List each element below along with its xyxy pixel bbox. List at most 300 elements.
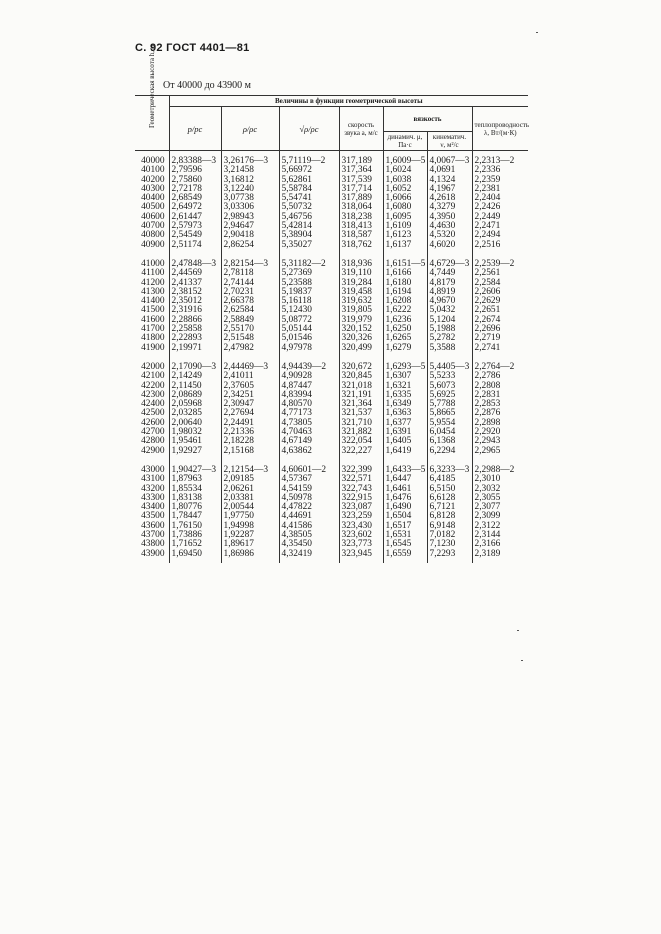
cell-kin: 5,2782 bbox=[427, 334, 472, 343]
cell-rho: 2,55170 bbox=[221, 325, 279, 334]
cell-therm: 2,2584 bbox=[472, 279, 528, 288]
cell-kin: 6,6128 bbox=[427, 494, 472, 503]
cell-kin: 4,4630 bbox=[427, 222, 472, 231]
cell-sound: 321,364 bbox=[339, 400, 383, 409]
cell-altitude: 41100 bbox=[141, 268, 165, 279]
cell-altitude: 42600 bbox=[141, 417, 165, 428]
cell-p: 1,71652 bbox=[169, 540, 221, 549]
cell-sound: 317,889 bbox=[339, 194, 383, 203]
cell-sqrt: 4,54159 bbox=[279, 485, 339, 494]
cell-altitude: 43700 bbox=[141, 529, 165, 540]
cell-p: 2,57973 bbox=[169, 222, 221, 231]
cell-sound: 322,915 bbox=[339, 494, 383, 503]
cell-altitude: 43400 bbox=[141, 502, 165, 513]
cell-rho: 2,66378 bbox=[221, 297, 279, 306]
cell-therm: 2,2606 bbox=[472, 288, 528, 297]
cell-dyn: 1,6222 bbox=[383, 306, 427, 315]
col-p-header: p/pс bbox=[169, 107, 221, 151]
table-row bbox=[135, 460, 528, 475]
cell-therm: 2,3055 bbox=[472, 494, 528, 503]
cell-dyn: 1,6293—5 bbox=[383, 357, 427, 372]
cell-altitude: 42500 bbox=[141, 408, 165, 419]
cell-sound: 321,537 bbox=[339, 409, 383, 418]
table-group-2 bbox=[135, 254, 528, 357]
cell-dyn: 1,6208 bbox=[383, 297, 427, 306]
cell-sqrt: 5,23588 bbox=[279, 279, 339, 288]
cell-dyn: 1,6559 bbox=[383, 550, 427, 563]
cell-dyn: 1,6476 bbox=[383, 494, 427, 503]
cell-therm: 2,3099 bbox=[472, 512, 528, 521]
cell-dyn: 1,6066 bbox=[383, 194, 427, 203]
cell-rho: 2,27694 bbox=[221, 409, 279, 418]
cell-sqrt: 4,57367 bbox=[279, 475, 339, 484]
cell-sound: 317,539 bbox=[339, 176, 383, 185]
cell-rho: 1,89617 bbox=[221, 540, 279, 549]
cell-therm: 2,3189 bbox=[472, 550, 528, 563]
cell-therm: 2,2471 bbox=[472, 222, 528, 231]
cell-kin: 5,1988 bbox=[427, 325, 472, 334]
cell-p: 2,47848—3 bbox=[169, 254, 221, 269]
cell-altitude: 41000 bbox=[141, 258, 165, 269]
cell-altitude: 40700 bbox=[141, 221, 165, 232]
cell-p: 2,22893 bbox=[169, 334, 221, 343]
cell-altitude: 41300 bbox=[141, 286, 165, 297]
cell-altitude: 43900 bbox=[141, 548, 165, 559]
cell-altitude: 43500 bbox=[141, 511, 165, 522]
cell-dyn: 1,6531 bbox=[383, 531, 427, 540]
cell-sound: 321,191 bbox=[339, 391, 383, 400]
cell-p: 2,75860 bbox=[169, 176, 221, 185]
cell-sqrt: 5,12430 bbox=[279, 306, 339, 315]
cell-dyn: 1,6490 bbox=[383, 503, 427, 512]
cell-sound: 322,571 bbox=[339, 475, 383, 484]
cell-p: 2,72178 bbox=[169, 185, 221, 194]
cell-dyn: 1,6321 bbox=[383, 382, 427, 391]
cell-sound: 319,458 bbox=[339, 288, 383, 297]
cell-dyn: 1,6166 bbox=[383, 269, 427, 278]
cell-kin: 5,5233 bbox=[427, 372, 472, 381]
cell-dyn: 1,6109 bbox=[383, 222, 427, 231]
cell-therm: 2,2853 bbox=[472, 400, 528, 409]
cell-altitude: 43000 bbox=[141, 464, 165, 475]
cell-p: 1,78447 bbox=[169, 512, 221, 521]
cell-dyn: 1,6363 bbox=[383, 409, 427, 418]
cell-sound: 321,710 bbox=[339, 419, 383, 428]
cell-p: 1,73886 bbox=[169, 531, 221, 540]
cell-kin: 7,0182 bbox=[427, 531, 472, 540]
cell-sound: 317,714 bbox=[339, 185, 383, 194]
cell-rho: 1,94998 bbox=[221, 522, 279, 531]
cell-sound: 318,064 bbox=[339, 203, 383, 212]
cell-sqrt: 5,08772 bbox=[279, 316, 339, 325]
cell-dyn: 1,6307 bbox=[383, 372, 427, 381]
cell-sound: 318,762 bbox=[339, 241, 383, 254]
cell-rho: 2,21336 bbox=[221, 428, 279, 437]
cell-dyn: 1,6405 bbox=[383, 437, 427, 446]
cell-kin: 7,2293 bbox=[427, 550, 472, 563]
cell-therm: 2,2808 bbox=[472, 382, 528, 391]
cell-dyn: 1,6447 bbox=[383, 475, 427, 484]
cell-sqrt: 4,35450 bbox=[279, 540, 339, 549]
cell-sound: 319,632 bbox=[339, 297, 383, 306]
cell-rho: 2,24491 bbox=[221, 419, 279, 428]
cell-sqrt: 5,50732 bbox=[279, 203, 339, 212]
cell-altitude: 43100 bbox=[141, 474, 165, 485]
cell-sqrt: 5,35027 bbox=[279, 241, 339, 254]
cell-dyn: 1,6377 bbox=[383, 419, 427, 428]
cell-rho: 2,51548 bbox=[221, 334, 279, 343]
cell-altitude: 40600 bbox=[141, 211, 165, 222]
cell-dyn: 1,6009—5 bbox=[383, 151, 427, 167]
cell-sqrt: 4,50978 bbox=[279, 494, 339, 503]
cell-altitude: 42000 bbox=[141, 361, 165, 372]
cell-sound: 323,945 bbox=[339, 550, 383, 563]
cell-p: 2,25858 bbox=[169, 325, 221, 334]
table-row bbox=[135, 241, 528, 254]
cell-sqrt: 4,70463 bbox=[279, 428, 339, 437]
cell-dyn: 1,6236 bbox=[383, 316, 427, 325]
cell-therm: 2,2336 bbox=[472, 166, 528, 175]
cell-therm: 2,2516 bbox=[472, 241, 528, 254]
cell-p: 2,83388—3 bbox=[169, 151, 221, 167]
cell-dyn: 1,6349 bbox=[383, 400, 427, 409]
cell-kin: 5,9554 bbox=[427, 419, 472, 428]
cell-altitude: 40200 bbox=[141, 174, 165, 185]
cell-rho: 3,16812 bbox=[221, 176, 279, 185]
cell-dyn: 1,6335 bbox=[383, 391, 427, 400]
cell-rho: 2,58849 bbox=[221, 316, 279, 325]
cell-therm: 2,3032 bbox=[472, 485, 528, 494]
cell-dyn: 1,6180 bbox=[383, 279, 427, 288]
cell-sound: 321,882 bbox=[339, 428, 383, 437]
cell-kin: 4,1967 bbox=[427, 185, 472, 194]
cell-p: 2,79596 bbox=[169, 166, 221, 175]
cell-rho: 2,03381 bbox=[221, 494, 279, 503]
cell-sound: 317,364 bbox=[339, 166, 383, 175]
cell-therm: 2,2696 bbox=[472, 325, 528, 334]
cell-rho: 2,18228 bbox=[221, 437, 279, 446]
cell-sound: 319,284 bbox=[339, 279, 383, 288]
cell-altitude: 43800 bbox=[141, 539, 165, 550]
cell-p: 1,95461 bbox=[169, 437, 221, 446]
cell-therm: 2,2965 bbox=[472, 447, 528, 460]
cell-sound: 321,018 bbox=[339, 382, 383, 391]
cell-altitude: 41400 bbox=[141, 296, 165, 307]
cell-p: 2,51174 bbox=[169, 241, 221, 254]
cell-sound: 318,238 bbox=[339, 213, 383, 222]
cell-sqrt: 5,31182—2 bbox=[279, 254, 339, 269]
cell-kin: 4,3279 bbox=[427, 203, 472, 212]
cell-p: 1,87963 bbox=[169, 475, 221, 484]
cell-rho: 2,37605 bbox=[221, 382, 279, 391]
cell-altitude: 41600 bbox=[141, 314, 165, 325]
cell-altitude: 43200 bbox=[141, 483, 165, 494]
cell-p: 2,17090—3 bbox=[169, 357, 221, 372]
cell-rho: 2,34251 bbox=[221, 391, 279, 400]
cell-kin: 5,7788 bbox=[427, 400, 472, 409]
cell-kin: 6,1368 bbox=[427, 437, 472, 446]
cell-sound: 317,189 bbox=[339, 151, 383, 167]
cell-therm: 2,2831 bbox=[472, 391, 528, 400]
cell-sqrt: 4,63862 bbox=[279, 447, 339, 460]
cell-sound: 323,259 bbox=[339, 512, 383, 521]
cell-rho: 2,44469—3 bbox=[221, 357, 279, 372]
cell-p: 2,31916 bbox=[169, 306, 221, 315]
cell-sqrt: 4,80570 bbox=[279, 400, 339, 409]
cell-rho: 2,78118 bbox=[221, 269, 279, 278]
cell-altitude: 40300 bbox=[141, 183, 165, 194]
cell-altitude: 41700 bbox=[141, 324, 165, 335]
cell-p: 1,69450 bbox=[169, 550, 221, 563]
cell-p: 1,98032 bbox=[169, 428, 221, 437]
cell-dyn: 1,6545 bbox=[383, 540, 427, 549]
cell-kin: 4,0691 bbox=[427, 166, 472, 175]
cell-p: 1,85534 bbox=[169, 485, 221, 494]
cell-sqrt: 5,46756 bbox=[279, 213, 339, 222]
cell-kin: 6,2294 bbox=[427, 447, 472, 460]
cell-dyn: 1,6038 bbox=[383, 176, 427, 185]
cell-sqrt: 5,27369 bbox=[279, 269, 339, 278]
cell-sound: 319,805 bbox=[339, 306, 383, 315]
cell-dyn: 1,6194 bbox=[383, 288, 427, 297]
cell-sound: 322,227 bbox=[339, 447, 383, 460]
cell-sqrt: 4,90928 bbox=[279, 372, 339, 381]
cell-p: 1,80776 bbox=[169, 503, 221, 512]
cell-p: 1,76150 bbox=[169, 522, 221, 531]
cell-rho: 3,21458 bbox=[221, 166, 279, 175]
cell-therm: 2,2426 bbox=[472, 203, 528, 212]
cell-dyn: 1,6391 bbox=[383, 428, 427, 437]
cell-therm: 2,2629 bbox=[472, 297, 528, 306]
cell-therm: 2,2313—2 bbox=[472, 151, 528, 167]
cell-therm: 2,2381 bbox=[472, 185, 528, 194]
cell-kin: 6,5150 bbox=[427, 485, 472, 494]
cell-altitude: 40800 bbox=[141, 230, 165, 241]
cell-dyn: 1,6080 bbox=[383, 203, 427, 212]
cell-therm: 2,2404 bbox=[472, 194, 528, 203]
cell-sound: 322,743 bbox=[339, 485, 383, 494]
cell-rho: 3,26176—3 bbox=[221, 151, 279, 167]
cell-altitude: 42700 bbox=[141, 427, 165, 438]
cell-altitude: 43300 bbox=[141, 492, 165, 503]
viscosity-group-header: вязкость bbox=[383, 107, 472, 132]
cell-rho: 2,41011 bbox=[221, 372, 279, 381]
cell-sqrt: 5,66972 bbox=[279, 166, 339, 175]
cell-sound: 320,672 bbox=[339, 357, 383, 372]
cell-p: 2,64972 bbox=[169, 203, 221, 212]
cell-p: 2,41337 bbox=[169, 279, 221, 288]
cell-kin: 5,0432 bbox=[427, 306, 472, 315]
cell-sound: 318,413 bbox=[339, 222, 383, 231]
col-dyn-header: динамич. μ, Па·с bbox=[383, 132, 427, 151]
cell-kin: 6,3233—3 bbox=[427, 460, 472, 475]
cell-rho: 3,03306 bbox=[221, 203, 279, 212]
cell-dyn: 1,6151—5 bbox=[383, 254, 427, 269]
cell-kin: 6,7121 bbox=[427, 503, 472, 512]
cell-kin: 4,1324 bbox=[427, 176, 472, 185]
cell-kin: 4,2618 bbox=[427, 194, 472, 203]
cell-rho: 2,98943 bbox=[221, 213, 279, 222]
cell-altitude: 40100 bbox=[141, 165, 165, 176]
cell-p: 2,38152 bbox=[169, 288, 221, 297]
page-header: С. 92 ГОСТ 4401—81 bbox=[135, 42, 250, 54]
cell-kin: 4,7449 bbox=[427, 269, 472, 278]
cell-therm: 2,2359 bbox=[472, 176, 528, 185]
cell-therm: 2,2741 bbox=[472, 344, 528, 357]
cell-kin: 5,1204 bbox=[427, 316, 472, 325]
cell-sqrt: 5,58784 bbox=[279, 185, 339, 194]
cell-rho: 2,00544 bbox=[221, 503, 279, 512]
cell-dyn: 1,6024 bbox=[383, 166, 427, 175]
table-row bbox=[135, 550, 528, 563]
cell-p: 2,14249 bbox=[169, 372, 221, 381]
cell-rho: 2,12154—3 bbox=[221, 460, 279, 475]
cell-altitude: 42300 bbox=[141, 389, 165, 400]
cell-rho: 1,86986 bbox=[221, 550, 279, 563]
cell-sqrt: 4,83994 bbox=[279, 391, 339, 400]
cell-therm: 2,2988—2 bbox=[472, 460, 528, 475]
table-row bbox=[135, 151, 528, 167]
cell-altitude: 40400 bbox=[141, 193, 165, 204]
cell-sound: 322,054 bbox=[339, 437, 383, 446]
cell-rho: 2,74144 bbox=[221, 279, 279, 288]
cell-therm: 2,2539—2 bbox=[472, 254, 528, 269]
cell-therm: 2,3166 bbox=[472, 540, 528, 549]
table-row bbox=[135, 254, 528, 269]
cell-rho: 2,70231 bbox=[221, 288, 279, 297]
cell-rho: 2,90418 bbox=[221, 231, 279, 240]
table-group-1 bbox=[135, 151, 528, 254]
table-group-3 bbox=[135, 357, 528, 460]
cell-rho: 2,82154—3 bbox=[221, 254, 279, 269]
cell-rho: 2,86254 bbox=[221, 241, 279, 254]
cell-altitude: 42200 bbox=[141, 380, 165, 391]
cell-rho: 2,94647 bbox=[221, 222, 279, 231]
cell-sound: 320,499 bbox=[339, 344, 383, 357]
cell-kin: 4,9670 bbox=[427, 297, 472, 306]
cell-sound: 318,936 bbox=[339, 254, 383, 269]
cell-sqrt: 4,44691 bbox=[279, 512, 339, 521]
cell-p: 2,54549 bbox=[169, 231, 221, 240]
cell-sqrt: 4,73805 bbox=[279, 419, 339, 428]
table-row bbox=[135, 344, 528, 357]
cell-kin: 4,0067—3 bbox=[427, 151, 472, 167]
cell-sound: 319,110 bbox=[339, 269, 383, 278]
cell-kin: 5,3588 bbox=[427, 344, 472, 357]
scan-mark bbox=[517, 630, 519, 631]
cell-sound: 319,979 bbox=[339, 316, 383, 325]
cell-sound: 320,845 bbox=[339, 372, 383, 381]
cell-sqrt: 4,32419 bbox=[279, 550, 339, 563]
cell-dyn: 1,6433—5 bbox=[383, 460, 427, 475]
cell-sound: 322,399 bbox=[339, 460, 383, 475]
cell-dyn: 1,6123 bbox=[383, 231, 427, 240]
cell-therm: 2,2494 bbox=[472, 231, 528, 240]
cell-therm: 2,2876 bbox=[472, 409, 528, 418]
cell-altitude: 41500 bbox=[141, 305, 165, 316]
cell-altitude: 41800 bbox=[141, 333, 165, 344]
cell-altitude: 41900 bbox=[141, 342, 165, 353]
cell-dyn: 1,6137 bbox=[383, 241, 427, 254]
cell-dyn: 1,6504 bbox=[383, 512, 427, 521]
col-sound-header: скорость звука а, м/с bbox=[339, 107, 383, 151]
cell-sound: 323,602 bbox=[339, 531, 383, 540]
cell-rho: 1,92287 bbox=[221, 531, 279, 540]
cell-p: 2,08689 bbox=[169, 391, 221, 400]
cell-altitude: 42800 bbox=[141, 436, 165, 447]
cell-therm: 2,3122 bbox=[472, 522, 528, 531]
cell-dyn: 1,6461 bbox=[383, 485, 427, 494]
cell-dyn: 1,6095 bbox=[383, 213, 427, 222]
cell-sqrt: 5,42814 bbox=[279, 222, 339, 231]
cell-kin: 5,8665 bbox=[427, 409, 472, 418]
cell-rho: 3,12240 bbox=[221, 185, 279, 194]
cell-rho: 2,15168 bbox=[221, 447, 279, 460]
cell-therm: 2,3077 bbox=[472, 503, 528, 512]
cell-altitude: 40000 bbox=[141, 156, 165, 166]
cell-p: 2,35012 bbox=[169, 297, 221, 306]
cell-sound: 323,773 bbox=[339, 540, 383, 549]
cell-sound: 323,087 bbox=[339, 503, 383, 512]
cell-kin: 4,5320 bbox=[427, 231, 472, 240]
cell-sqrt: 4,47822 bbox=[279, 503, 339, 512]
cell-sqrt: 4,41586 bbox=[279, 522, 339, 531]
cell-kin: 5,6925 bbox=[427, 391, 472, 400]
cell-sound: 318,587 bbox=[339, 231, 383, 240]
cell-rho: 1,97750 bbox=[221, 512, 279, 521]
cell-sqrt: 4,77173 bbox=[279, 409, 339, 418]
cell-sqrt: 4,97978 bbox=[279, 344, 339, 357]
cell-dyn: 1,6250 bbox=[383, 325, 427, 334]
cell-p: 2,03285 bbox=[169, 409, 221, 418]
col-kin-header: кинематич. ν, м²/с bbox=[427, 132, 472, 151]
cell-therm: 2,2764—2 bbox=[472, 357, 528, 372]
cell-kin: 6,0454 bbox=[427, 428, 472, 437]
cell-sound: 323,430 bbox=[339, 522, 383, 531]
cell-dyn: 1,6265 bbox=[383, 334, 427, 343]
cell-sqrt: 5,71119—2 bbox=[279, 151, 339, 167]
cell-p: 2,68549 bbox=[169, 194, 221, 203]
cell-therm: 2,2786 bbox=[472, 372, 528, 381]
cell-kin: 4,8179 bbox=[427, 279, 472, 288]
cell-dyn: 1,6052 bbox=[383, 185, 427, 194]
group-title: Величины в функции геометрической высоты bbox=[169, 96, 528, 107]
cell-sqrt: 5,01546 bbox=[279, 334, 339, 343]
col-altitude-header: Геометрическая высота h, м bbox=[135, 96, 169, 151]
cell-p: 2,00640 bbox=[169, 419, 221, 428]
cell-kin: 6,4185 bbox=[427, 475, 472, 484]
cell-rho: 3,07738 bbox=[221, 194, 279, 203]
cell-p: 1,83138 bbox=[169, 494, 221, 503]
cell-kin: 6,8128 bbox=[427, 512, 472, 521]
cell-kin: 4,6020 bbox=[427, 241, 472, 254]
cell-kin: 4,8919 bbox=[427, 288, 472, 297]
cell-kin: 4,6729—3 bbox=[427, 254, 472, 269]
cell-therm: 2,3144 bbox=[472, 531, 528, 540]
cell-therm: 2,2561 bbox=[472, 269, 528, 278]
cell-kin: 4,3950 bbox=[427, 213, 472, 222]
cell-p: 2,28866 bbox=[169, 316, 221, 325]
cell-sqrt: 5,62861 bbox=[279, 176, 339, 185]
table-row bbox=[135, 447, 528, 460]
cell-altitude: 43600 bbox=[141, 520, 165, 531]
cell-sqrt: 4,87447 bbox=[279, 382, 339, 391]
cell-altitude: 40900 bbox=[141, 239, 165, 250]
cell-sqrt: 5,16118 bbox=[279, 297, 339, 306]
cell-therm: 2,2674 bbox=[472, 316, 528, 325]
cell-p: 2,19971 bbox=[169, 344, 221, 357]
cell-sound: 320,152 bbox=[339, 325, 383, 334]
